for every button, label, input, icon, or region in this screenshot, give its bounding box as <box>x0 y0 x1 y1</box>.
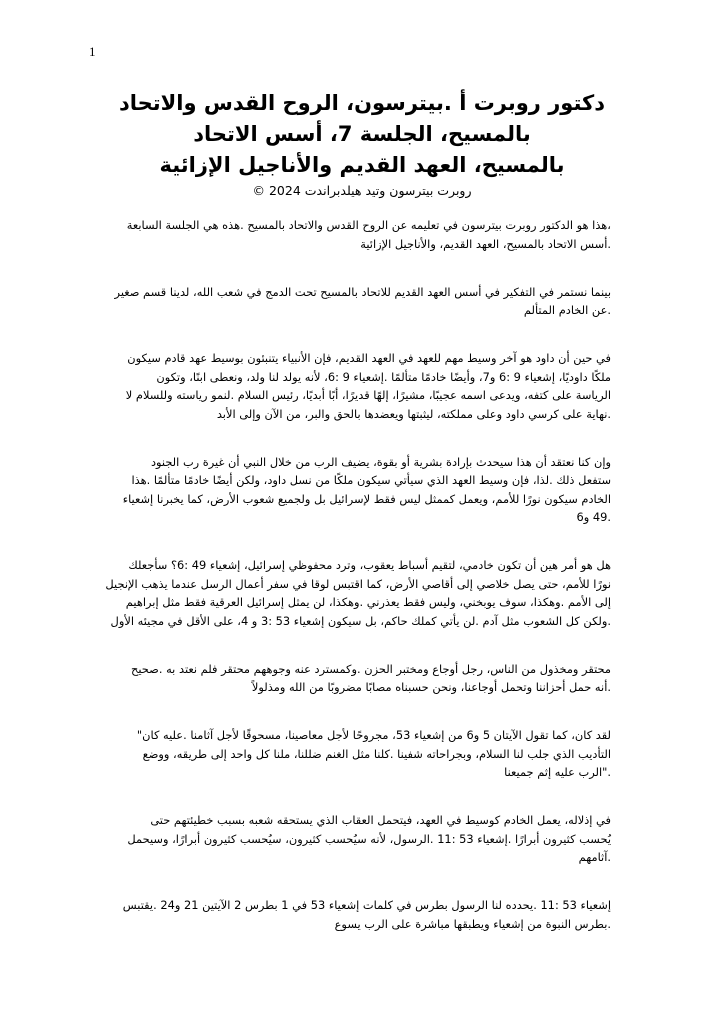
paragraph-5 <box>105 556 611 630</box>
paragraph-line: .أنه حمل أحزاننا وتحمل أوجاعنا، ونحن حسبناه مصابًا مضروبًا من الله ومذلولاً <box>251 680 611 694</box>
paragraph-line: ملكًا داوديًا، إشعياء 9 :6 و7، وأيضًا خادمًا متألمًا .إشعياء 9 :6، لأنه يولد لنا ولد، ونعطى ابنًا، وتكون <box>156 369 611 384</box>
paragraph-line: الخادم سيكون نورًا للأمم، ويعمل كممثل ليس فقط لإسرائيل بل ولجميع شعوب الأرض، كما يخبرنا إشعياء <box>122 491 611 506</box>
title-line-2: بالمسيح، الجلسة 7، أسس الاتحاد <box>193 122 531 146</box>
paragraph-line: وإن كنا نعتقد أن هذا سيحدث بإرادة بشرية أو بقوة، يضيف الرب من خلال النبي أن غيرة رب الجنود <box>150 454 611 469</box>
paragraph-line: إشعياء 53 :11 .يحدده لنا الرسول بطرس في كلمات إشعياء 53 في 1 بطرس 2 الآيتين 21 و24 .يقتبس <box>122 898 611 912</box>
paragraph-line: الرياسة على كتفه، ويدعى اسمه عجيبًا، مشيرًا، إلهًا قديرًا، أبًا أبديًا، رئيس السلام .لنمو رياسته وللسلام لا <box>125 388 611 402</box>
paragraph-9 <box>122 896 611 933</box>
paragraph-line: في حين أن داود هو آخر وسيط مهم للعهد في العهد القديم، فإن الأنبياء يتنبئون بوسيط عهد قادم سيكون <box>127 351 611 365</box>
paragraph-line: ،هذا هو الدكتور روبرت بيترسون في تعليمه عن الروح القدس والاتحاد بالمسيح .هذه هي الجلسة السابعة <box>126 218 611 232</box>
paragraph-line: .بطرس النبوة من إشعياء ويطبقها مباشرة على الرب يسوع <box>334 916 611 931</box>
paragraph-line: .عن الخادم المتألم <box>523 303 611 317</box>
title-line-1: دكتور روبرت أ .بيترسون، الروح القدس والاتحاد <box>118 91 606 115</box>
paragraph-line: ستفعل ذلك .لذا، فإن وسيط العهد الذي سيأتي سيكون ملكًا من نسل داود، ولكن أيضًا خادمًا متألمًا .هذا <box>131 473 611 487</box>
document-header <box>100 88 624 199</box>
paragraph-2 <box>114 283 611 320</box>
document-body <box>105 216 611 963</box>
paragraph-line: التأديب الذي جلب لنا السلام، وبجراحاته شفينا .كلنا مثل الغنم ضللنا، ملنا كل واحد إلى طريقه، ووضع <box>142 746 611 761</box>
paragraph-line: هل هو أمر هين أن تكون خادمي، لتقيم أسباط يعقوب، وترد محفوظي إسرائيل، إشعياء 49 :6؟ سأجعلك <box>128 558 611 572</box>
copyright-line: روبرت بيترسون وتيد هيلدبراندت 2024 © <box>252 183 472 198</box>
paragraph-3 <box>122 349 611 423</box>
paragraph-6 <box>122 660 611 697</box>
paragraph-line: نورًا للأمم، حتى يصل خلاصي إلى أقاصي الأرض، كما اقتبس لوقا في سفر أعمال الرسل عندما يذهب الإنجيل <box>105 576 611 591</box>
paragraph-line: في إذلاله، يعمل الخادم كوسيط في العهد، فيتحمل العقاب الذي يستحقه شعبه بسبب خطيئتهم حتى <box>150 813 611 827</box>
title-line-3: بالمسيح، العهد القديم والأناجيل الإزائية <box>159 153 565 177</box>
paragraph-line: محتقر ومخذول من الناس، رجل أوجاع ومختبر الحزن .وكمسترد عنه وجوههم محتقر فلم نعتد به .صحيح <box>131 661 611 676</box>
paragraph-line: لقد كان، كما تقول الآيتان 5 و6 من إشعياء 53، مجروحًا لأجل معاصينا، مسحوقًا لأجل آثامنا .عليه كان" <box>136 728 611 742</box>
paragraph-line: يُحسب كثيرون أبرارًا .إشعياء 53 :11 .الرسول، لأنه سيُحسب كثيرون، سيُحسب كثيرون أبرارًا، وسيحمل <box>127 831 611 846</box>
paragraph-line: .أسس الاتحاد بالمسيح، العهد القديم، والأناجيل الإزائية <box>360 236 611 251</box>
paragraph-8 <box>122 811 611 867</box>
paragraph-line: .نهاية على كرسي داود وعلى مملكته، ليثبتها ويعضدها بالحق والبر، من الآن وإلى الأبد <box>216 406 611 421</box>
paragraph-line: ."الرب عليه إثم جميعنا <box>504 765 611 779</box>
paragraph-line: .ولكن كل الشعوب مثل آدم .لن يأتي كملك حاكم، بل سيكون إشعياء 53 :3 و 4، على الأقل في مجيئه الأول <box>110 613 611 628</box>
paragraph-7 <box>122 726 611 782</box>
page-number: 1 <box>89 44 96 59</box>
paragraph-line: إلى الأمم .وهكذا، سوف يوبخني، وليس فقط يعذرني .وهكذا، لن يمثل إسرائيل العرقية فقط مثل إبراهيم <box>125 595 611 609</box>
paragraph-line: .آثامهم <box>578 850 611 864</box>
paragraph-1 <box>122 216 611 253</box>
paragraph-line: بينما نستمر في التفكير في أسس العهد القديم للاتحاد بالمسيح تحت الدمج في شعب الله، لدينا قسم صغير <box>114 284 611 299</box>
paragraph-line: .49 و6 <box>576 510 611 524</box>
paragraph-4 <box>122 453 611 527</box>
